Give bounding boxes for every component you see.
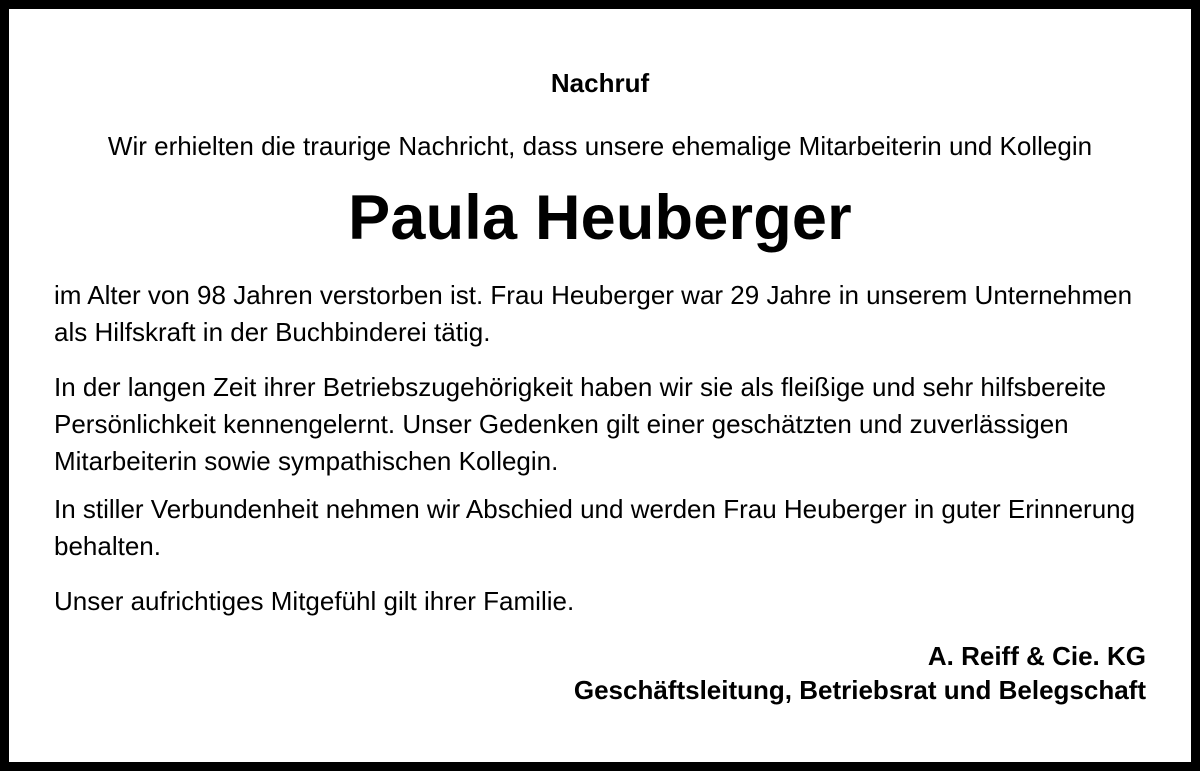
signature-company: A. Reiff & Cie. KG	[927, 641, 1146, 671]
paragraph-character: In der langen Zeit ihrer Betriebszugehörigkeit haben wir sie als fleißige und sehr hilfsbereite Persönlichkeit kennengelernt. Unser Gedenken gilt einer geschätzten und zuverlässigen Mitarbeiterin sowie sympathischen Kollegin.	[54, 372, 1107, 476]
paragraph-farewell: In stiller Verbundenheit nehmen wir Abschied und werden Frau Heuberger in guter Erinnerung behalten.	[54, 494, 1136, 561]
intro-line: Wir erhielten die traurige Nachricht, dass unsere ehemalige Mitarbeiterin und Kollegin	[107, 131, 1093, 161]
notice-heading: Nachruf	[550, 68, 650, 98]
obituary-notice	[54, 0, 1146, 771]
paragraph-age-tenure: im Alter von 98 Jahren verstorben ist. Frau Heuberger war 29 Jahre in unserem Unternehmen als Hilfskraft in der Buchbinderei tätig.	[54, 280, 1133, 347]
deceased-name: Paula Heuberger	[348, 183, 852, 253]
paragraph-condolence: Unser aufrichtiges Mitgefühl gilt ihrer Familie.	[54, 586, 575, 616]
signature-group: Geschäftsleitung, Betriebsrat und Belegschaft	[573, 675, 1146, 705]
